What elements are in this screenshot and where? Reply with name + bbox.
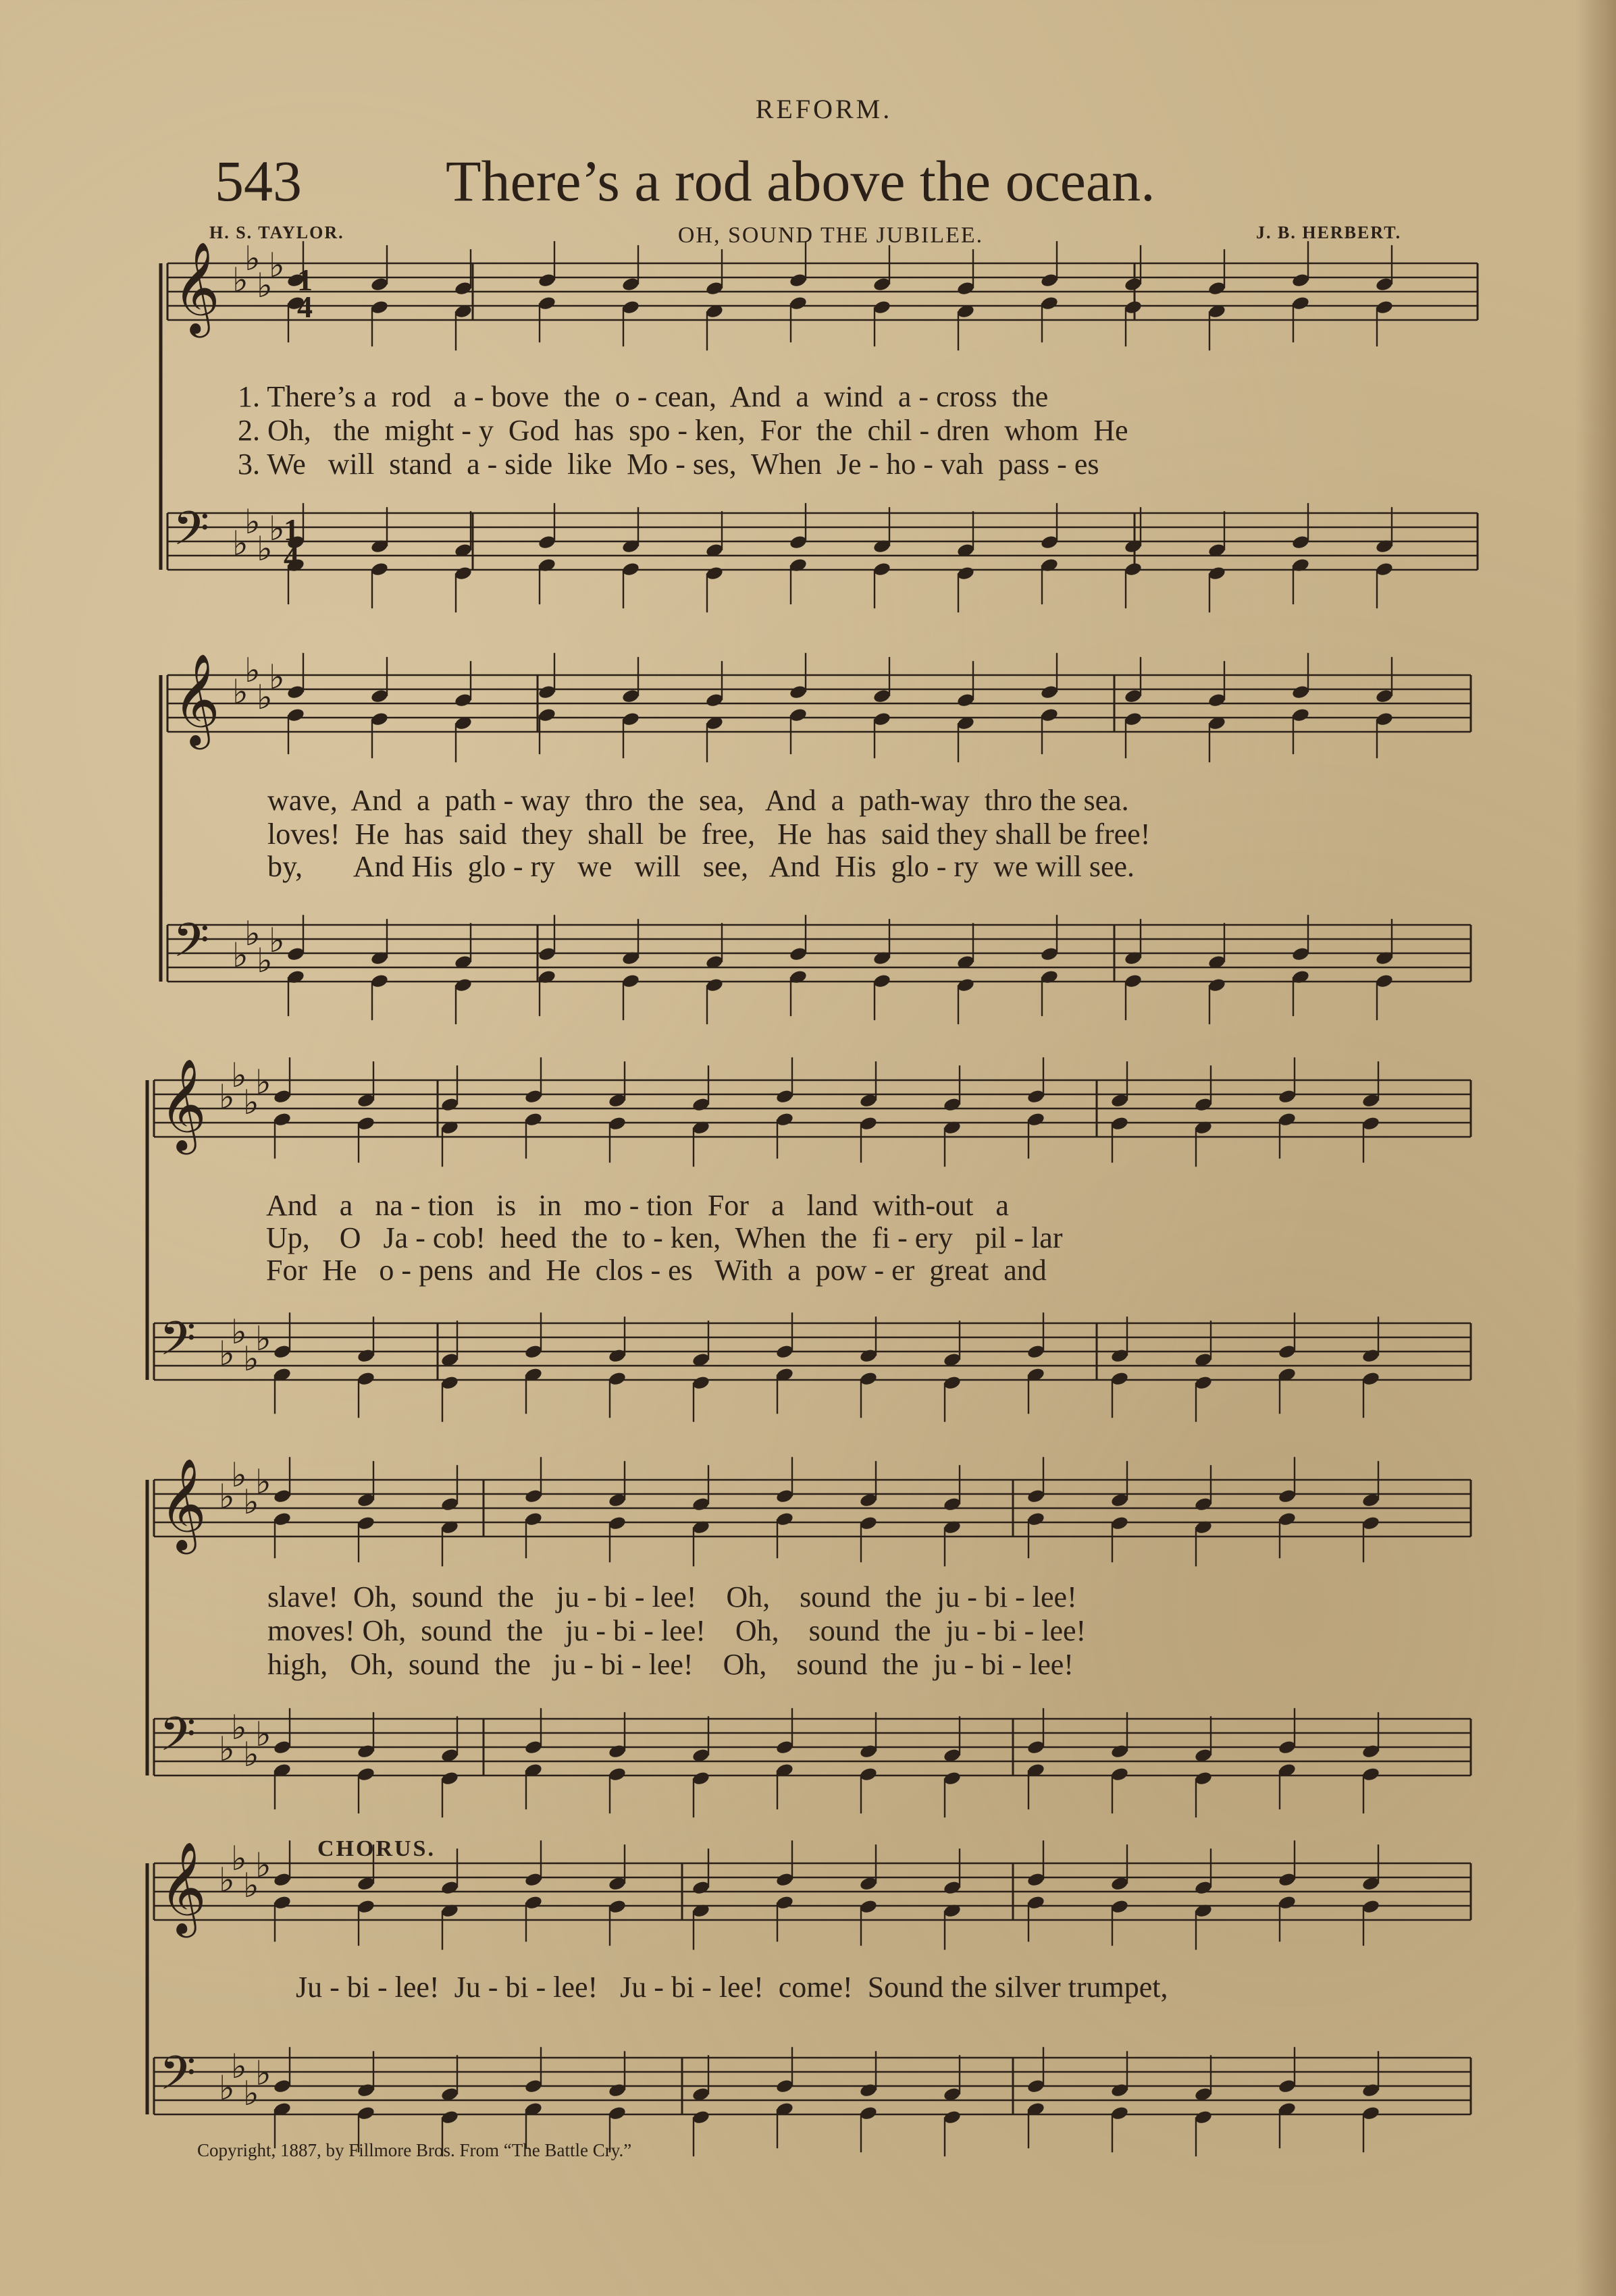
treble-clef-icon: 𝄞	[159, 1457, 207, 1550]
flat-sign-icon: ♭	[231, 2047, 247, 2086]
flat-sign-icon: ♭	[219, 1077, 235, 1117]
lyric-line: high, Oh, sound the ju - bi - lee! Oh, sound the ju - bi - lee!	[267, 1648, 1074, 1681]
flat-sign-icon: ♭	[257, 529, 273, 568]
flat-sign-icon: ♭	[244, 239, 261, 278]
tune-name: OH, SOUND THE JUBILEE.	[677, 223, 984, 248]
treble-clef-icon: 𝄞	[173, 240, 220, 333]
time-signature: 1	[297, 263, 313, 297]
flat-sign-icon: ♭	[269, 509, 285, 548]
copyright-footer: Copyright, 1887, by Fillmore Bros. From “The Battle Cry.”	[197, 2140, 632, 2160]
treble-clef-icon: 𝄞	[159, 1057, 207, 1150]
section-heading: REFORM.	[755, 94, 893, 124]
flat-sign-icon: ♭	[219, 1477, 235, 1516]
flat-sign-icon: ♭	[257, 941, 273, 980]
flat-sign-icon: ♭	[255, 1063, 271, 1102]
hymn-number: 543	[215, 149, 302, 213]
treble-clef-icon: 𝄞	[173, 652, 220, 745]
lyric-line: 1. There’s a rod a - bove the o - cean, And a wind a - cross the	[238, 380, 1049, 413]
bass-clef-icon: 𝄢	[159, 1311, 197, 1377]
flat-sign-icon: ♭	[243, 1866, 259, 1905]
flat-sign-icon: ♭	[243, 1735, 259, 1774]
flat-sign-icon: ♭	[255, 1715, 271, 1754]
flat-sign-icon: ♭	[232, 936, 249, 975]
flat-sign-icon: ♭	[219, 1861, 235, 1900]
time-signature: 4	[297, 290, 313, 324]
lyric-line: moves! Oh, sound the ju - bi - lee! Oh, sound the ju - bi - lee!	[267, 1614, 1087, 1647]
flat-sign-icon: ♭	[244, 914, 261, 953]
flat-sign-icon: ♭	[231, 1839, 247, 1878]
flat-sign-icon: ♭	[231, 1708, 247, 1747]
flat-sign-icon: ♭	[231, 1312, 247, 1352]
lyric-line: For He o - pens and He clos - es With a pow - er great and	[266, 1254, 1047, 1287]
flat-sign-icon: ♭	[255, 1319, 271, 1358]
time-signature: 1	[284, 512, 299, 547]
bass-clef-icon: 𝄢	[159, 2046, 197, 2112]
bass-clef-icon: 𝄢	[173, 913, 210, 979]
flat-sign-icon: ♭	[244, 502, 261, 541]
bass-clef-icon: 𝄢	[173, 501, 210, 567]
composer-credit: J. B. HERBERT.	[1256, 223, 1402, 242]
lyric-line: wave, And a path - way thro the sea, And a path-way thro the sea.	[267, 784, 1129, 817]
hymn-title: There’s a rod above the ocean.	[446, 149, 1155, 213]
chorus-label: CHORUS.	[317, 1836, 436, 1861]
flat-sign-icon: ♭	[255, 1846, 271, 1885]
lyric-line: by, And His glo - ry we will see, And His glo - ry we will see.	[267, 850, 1135, 883]
flat-sign-icon: ♭	[243, 2074, 259, 2113]
flat-sign-icon: ♭	[257, 678, 273, 717]
flat-sign-icon: ♭	[231, 1456, 247, 1495]
flat-sign-icon: ♭	[269, 246, 285, 285]
flat-sign-icon: ♭	[232, 672, 249, 712]
lyric-line: Ju - bi - lee! Ju - bi - lee! Ju - bi - lee! come! Sound the silver trumpet,	[296, 1971, 1168, 2004]
flat-sign-icon: ♭	[219, 2068, 235, 2108]
flat-sign-icon: ♭	[255, 2054, 271, 2093]
lyric-line: 3. We will stand a - side like Mo - ses, When Je - ho - vah pass - es	[238, 448, 1099, 481]
lyric-line: 2. Oh, the might - y God has spo - ken, For the chil - dren whom He	[238, 414, 1128, 447]
flat-sign-icon: ♭	[244, 651, 261, 690]
flat-sign-icon: ♭	[232, 261, 249, 300]
flat-sign-icon: ♭	[243, 1083, 259, 1122]
flat-sign-icon: ♭	[219, 1334, 235, 1373]
treble-clef-icon: 𝄞	[159, 1840, 207, 1933]
time-signature: 4	[284, 539, 299, 574]
flat-sign-icon: ♭	[231, 1056, 247, 1095]
flat-sign-icon: ♭	[232, 524, 249, 563]
flat-sign-icon: ♭	[255, 1462, 271, 1501]
flat-sign-icon: ♭	[219, 1730, 235, 1769]
flat-sign-icon: ♭	[269, 658, 285, 697]
flat-sign-icon: ♭	[243, 1483, 259, 1522]
author-credit: H. S. TAYLOR.	[209, 223, 344, 242]
lyric-line: loves! He has said they shall be free, He has said they shall be free!	[267, 818, 1151, 851]
flat-sign-icon: ♭	[243, 1339, 259, 1379]
bass-clef-icon: 𝄢	[159, 1707, 197, 1773]
lyric-line: Up, O Ja - cob! heed the to - ken, When the fi - ery pil - lar	[266, 1221, 1063, 1254]
flat-sign-icon: ♭	[257, 266, 273, 305]
lyric-line: slave! Oh, sound the ju - bi - lee! Oh, sound the ju - bi - lee!	[267, 1580, 1077, 1613]
flat-sign-icon: ♭	[269, 921, 285, 960]
lyric-line: And a na - tion is in mo - tion For a land with-out a	[266, 1189, 1009, 1222]
